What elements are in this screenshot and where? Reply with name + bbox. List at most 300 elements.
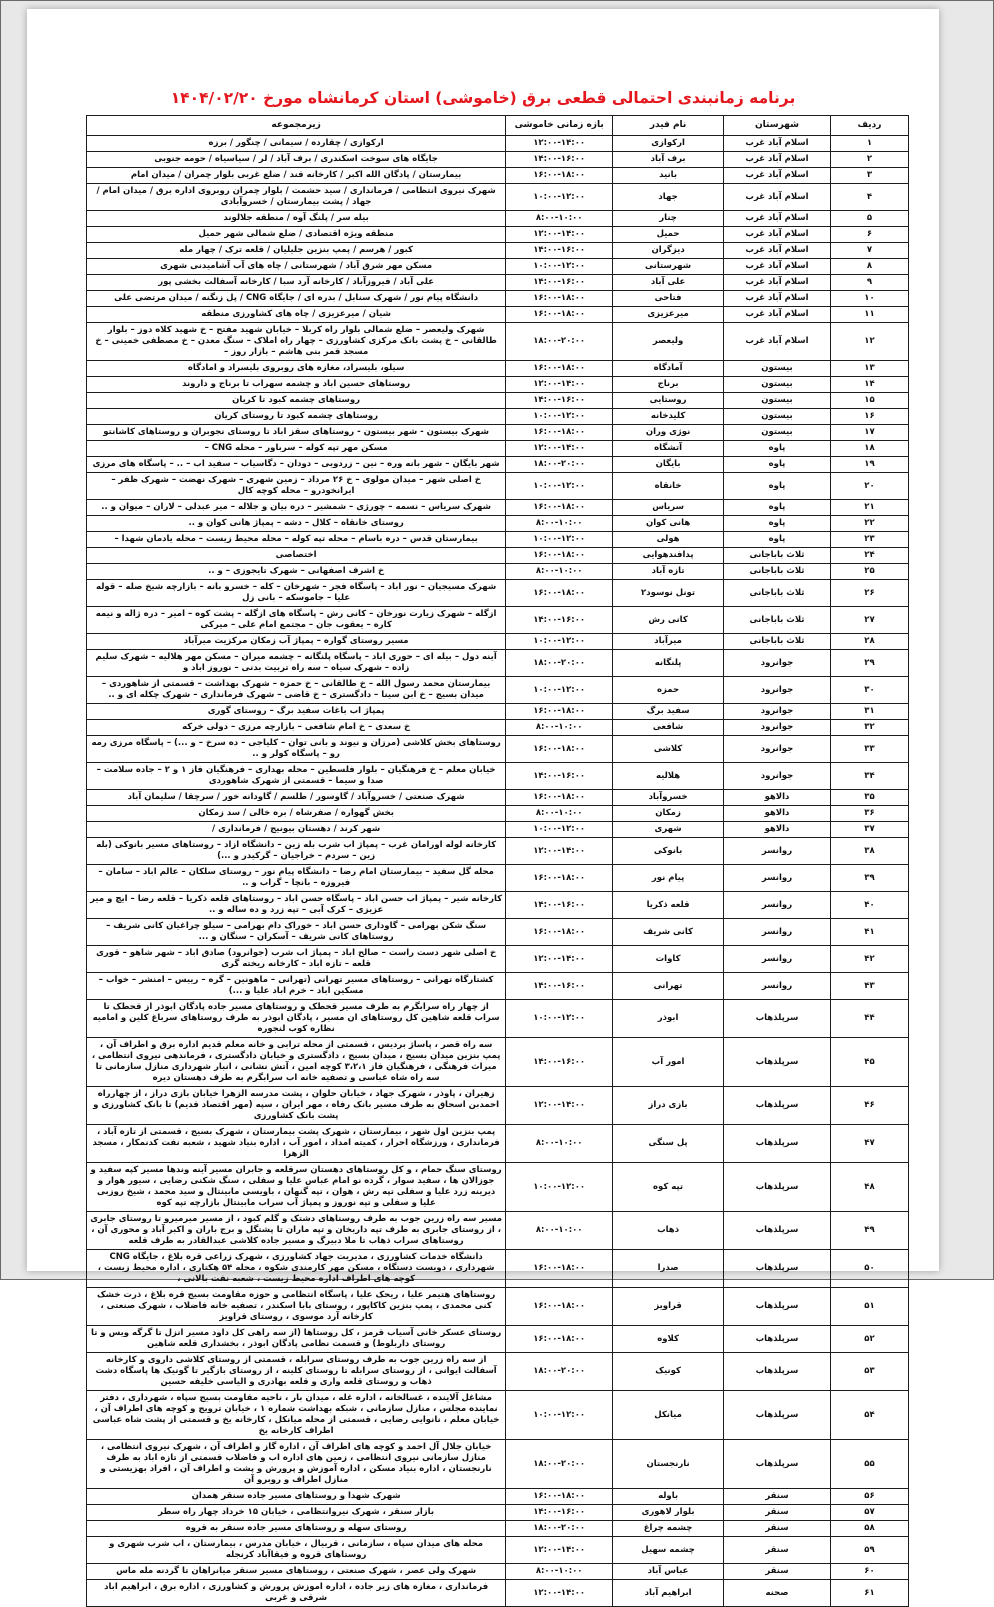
row-number-cell: ۴۹ (830, 1212, 908, 1250)
subset-cell: شهرک بیستون - شهر بیستون - روستاهای سقز اباد تا روستای نجوبران و روستاهای کاشانتو (87, 425, 506, 441)
table-row (87, 1505, 909, 1521)
county-cell: روانسر (724, 919, 831, 946)
feeder-cell: ارکوازی (613, 136, 724, 152)
row-number-cell: ۱۶ (830, 409, 908, 425)
subset-cell: روستاهای حسین اباد و چشمه سهراب تا برناج و داروند (87, 377, 506, 393)
table-row (87, 1489, 909, 1505)
outage-interval-cell: ۱۲:۰۰-۱۴:۰۰ (506, 1580, 613, 1607)
table-row (87, 1537, 909, 1564)
county-cell: اسلام آباد غرب (724, 323, 831, 361)
outage-interval-cell: ۱۸:۰۰-۲۰:۰۰ (506, 323, 613, 361)
county-cell: سرپلذهاب (724, 1038, 831, 1087)
subset-cell: دانشگاه خدمات کشاورزی ، مدیریت جهاد کشاورزی ، شهرک زراعی قره بلاغ ، جایگاه CNG شهرداری ، دویست دستگاه ، مسکن مهر کارمندی شکوه ، محله ۵۴ هکتاری ، اداره محیط زیست ، کوچه های اطراف اداره محیط زیست ، شعبه نفت بالانی ، (87, 1250, 506, 1288)
row-number-cell: ۱۸ (830, 441, 908, 457)
subset-cell: خ اصلی شهر دست راست – صالح اباد – پمپاژ اب شرب (جوانرود) صادق اباد – شهر شاهو – قوری قلعه – تازه اباد – کارخانه ریخته گری (87, 946, 506, 973)
row-number-cell: ۲۴ (830, 548, 908, 564)
county-cell: اسلام آباد غرب (724, 259, 831, 275)
row-number-cell: ۳۴ (830, 763, 908, 790)
table-row (87, 243, 909, 259)
feeder-cell: میرآباد (613, 634, 724, 650)
feeder-cell: کلاوه (613, 1326, 724, 1353)
county-cell: سنقر (724, 1489, 831, 1505)
row-number-cell: ۱۱ (830, 307, 908, 323)
table-row (87, 473, 909, 500)
row-number-cell: ۲۷ (830, 607, 908, 634)
table-row (87, 677, 909, 704)
table-row (87, 1212, 909, 1250)
feeder-cell: خسروآباد (613, 790, 724, 806)
row-number-cell: ۳۰ (830, 677, 908, 704)
feeder-cell: کاوات (613, 946, 724, 973)
table-row (87, 736, 909, 763)
outage-interval-cell: ۱۰:۰۰-۱۲:۰۰ (506, 822, 613, 838)
subset-cell: منطقه ویژه اقتصادی / ضلع شمالی شهر حمیل (87, 227, 506, 243)
row-number-cell: ۴۶ (830, 1087, 908, 1125)
subset-cell: روستاهای چشمه کبود تا روستای کریان (87, 409, 506, 425)
row-number-cell: ۲۹ (830, 650, 908, 677)
row-number-cell: ۵۲ (830, 1326, 908, 1353)
county-cell: اسلام آباد غرب (724, 307, 831, 323)
row-number-cell: ۱۹ (830, 457, 908, 473)
outage-interval-cell: ۱۰:۰۰-۱۲:۰۰ (506, 409, 613, 425)
feeder-cell: عباس آباد (613, 1564, 724, 1580)
table-row (87, 393, 909, 409)
row-number-cell: ۱۲ (830, 323, 908, 361)
row-number-cell: ۳۸ (830, 838, 908, 865)
table-row (87, 1163, 909, 1212)
county-cell: اسلام آباد غرب (724, 168, 831, 184)
county-cell: سرپلذهاب (724, 1087, 831, 1125)
county-cell: سرپلذهاب (724, 1250, 831, 1288)
feeder-cell: خانقاه (613, 473, 724, 500)
outage-interval-cell: ۱۴:۰۰-۱۶:۰۰ (506, 152, 613, 168)
feeder-cell: پیام نور (613, 865, 724, 892)
table-row (87, 275, 909, 291)
outage-interval-cell: ۱۶:۰۰-۱۸:۰۰ (506, 736, 613, 763)
outage-interval-cell: ۱۶:۰۰-۱۸:۰۰ (506, 919, 613, 946)
feeder-cell: صدرا (613, 1250, 724, 1288)
row-number-cell: ۲۸ (830, 634, 908, 650)
row-number-cell: ۶ (830, 227, 908, 243)
county-cell: سنقر (724, 1537, 831, 1564)
outage-interval-cell: ۱۶:۰۰-۱۸:۰۰ (506, 1250, 613, 1288)
subset-cell: بیمارستان محمد رسول الله – خ طالقانی – خ حمزه – شهرک بهداشت – قسمتی از شاهوردی – میدان بسیج – خ ابن سینا – دادگستری – خ قاضی – شهرک فرمانداری – شهرک چکله ای و .. (87, 677, 506, 704)
county-cell: سنقر (724, 1564, 831, 1580)
outage-interval-cell: ۱۴:۰۰-۱۶:۰۰ (506, 243, 613, 259)
column-header-subset: زیرمجموعه (87, 116, 506, 136)
row-number-cell: ۴۴ (830, 1000, 908, 1038)
table-row (87, 1125, 909, 1163)
column-header-row-number: ردیف (830, 116, 908, 136)
table-row (87, 500, 909, 516)
subset-cell: جایگاه های سوخت اسکندری / برف آباد / لر / سیاسیاه / حومه جنوبی (87, 152, 506, 168)
row-number-cell: ۴ (830, 184, 908, 211)
outage-interval-cell: ۱۸:۰۰-۲۰:۰۰ (506, 1353, 613, 1391)
subset-cell: دانشگاه پیام نور / شهرک سنابل / بدره ای / جایگاه CNG / پل زنگنه / میدان مرتضی علی (87, 291, 506, 307)
row-number-cell: ۵۴ (830, 1391, 908, 1440)
table-row (87, 1391, 909, 1440)
county-cell: پاوه (724, 500, 831, 516)
row-number-cell: ۴۸ (830, 1163, 908, 1212)
county-cell: سرپلذهاب (724, 1212, 831, 1250)
subset-cell: بازار سنقر ، شهرک نیروانتظامی ، خیابان ۱۵ خرداد چهار راه سطر (87, 1505, 506, 1521)
table-row (87, 211, 909, 227)
subset-cell: کارخانه لوله اورامان غرب – پمپاژ اب شرب بله زین – دانشگاه ازاد – روستاهای مسیر بانوکی (بله زین – سردم – خراجیان – گرکیدر و ...) (87, 838, 506, 865)
county-cell: بیستون (724, 393, 831, 409)
table-row (87, 1000, 909, 1038)
outage-interval-cell: ۱۶:۰۰-۱۸:۰۰ (506, 580, 613, 607)
feeder-cell: قراویز (613, 1288, 724, 1326)
feeder-cell: روستایی (613, 393, 724, 409)
county-cell: اسلام آباد غرب (724, 136, 831, 152)
row-number-cell: ۶۱ (830, 1580, 908, 1607)
subset-cell: روستای خانقاه – کلال – دشه – پمپاژ هانی کوان و .. (87, 516, 506, 532)
feeder-cell: امور آب (613, 1038, 724, 1087)
table-row (87, 1440, 909, 1489)
subset-cell: روستای سنگ حمام ، و کل روستاهای دهستان سرقلعه و جابران مسیر آینه وندها مسیر کپه سفید و جوزالان ها ، سفید سوار ، گرده نو امام عباس علیا و سفلی ، سنگ شکنی رضایی ، سیور هوار و دیرینه زرد علیا و سفلی تپه رش ، هوان ، تپه گنهان ، باویسی مابینتال و سید محمد ، شیخ روزبی علیا و سفلی و تپه نوروز و پمپاژ آب سراب مابینتال بازارچه تپه کوه (87, 1163, 506, 1212)
feeder-cell: بلوار لاهوری (613, 1505, 724, 1521)
outage-interval-cell: ۱۶:۰۰-۱۸:۰۰ (506, 1288, 613, 1326)
feeder-cell: شهرستانی (613, 259, 724, 275)
subset-cell: اختصاصی (87, 548, 506, 564)
feeder-cell: بازی دراز (613, 1087, 724, 1125)
table-row (87, 548, 909, 564)
outage-interval-cell: ۱۶:۰۰-۱۸:۰۰ (506, 500, 613, 516)
table-row (87, 946, 909, 973)
feeder-cell: شافعی (613, 720, 724, 736)
outage-interval-cell: ۸:۰۰-۱۰:۰۰ (506, 1564, 613, 1580)
row-number-cell: ۴۷ (830, 1125, 908, 1163)
row-number-cell: ۳۷ (830, 822, 908, 838)
table-row (87, 227, 909, 243)
subset-cell: سیلو، بلیسراد، مغازه های روبروی بلیسراد و امادگاه (87, 361, 506, 377)
county-cell: دالاهو (724, 790, 831, 806)
table-row (87, 865, 909, 892)
feeder-cell: آمادگاه (613, 361, 724, 377)
subset-cell: کبور / هرسم / پمپ بنزین جلیلیان / قلعه ترک / چهار مله (87, 243, 506, 259)
county-cell: اسلام آباد غرب (724, 291, 831, 307)
feeder-cell: ابوذر (613, 1000, 724, 1038)
outage-interval-cell: ۸:۰۰-۱۰:۰۰ (506, 564, 613, 580)
feeder-cell: نارنجستان (613, 1440, 724, 1489)
outage-interval-cell: ۱۴:۰۰-۱۶:۰۰ (506, 892, 613, 919)
feeder-cell: تهرانی (613, 973, 724, 1000)
subset-cell: ازگله – شهرک زیارت نورخان – کانی رش – پاسگاه های ازگله – پشت کوه – امیر – دره ژاله و نیمه کاره – یعقوب جان – مجتمع امام علی – میرکی (87, 607, 506, 634)
table-row (87, 168, 909, 184)
outage-interval-cell: ۱۸:۰۰-۲۰:۰۰ (506, 1440, 613, 1489)
table-header-row (87, 116, 909, 136)
outage-interval-cell: ۱۲:۰۰-۱۴:۰۰ (506, 136, 613, 152)
feeder-cell: بانوکی (613, 838, 724, 865)
feeder-cell: ابراهیم آباد (613, 1580, 724, 1607)
row-number-cell: ۵۰ (830, 1250, 908, 1288)
subset-cell: خ اصلی شهر – میدان مولوی – خ ۲۶ مرداد – زمین شهری – شهرک نهضت – شهرک ظفر – ایرانخودرو – محله کوچه کال (87, 473, 506, 500)
feeder-cell: سفید برگ (613, 704, 724, 720)
outage-interval-cell: ۱۲:۰۰-۱۴:۰۰ (506, 1087, 613, 1125)
row-number-cell: ۳۱ (830, 704, 908, 720)
outage-interval-cell: ۸:۰۰-۱۰:۰۰ (506, 211, 613, 227)
feeder-cell: تپه کوه (613, 1163, 724, 1212)
feeder-cell: کلیدخانه (613, 409, 724, 425)
row-number-cell: ۵۶ (830, 1489, 908, 1505)
document-page (27, 9, 939, 1603)
subset-cell: شهرک ولی عصر ، شهرک صنعتی ، روستاهای مسیر سنقر میانراهان تا گردنه مله ماس (87, 1564, 506, 1580)
county-cell: جوانرود (724, 704, 831, 720)
table-row (87, 704, 909, 720)
outage-interval-cell: ۱۶:۰۰-۱۸:۰۰ (506, 361, 613, 377)
row-number-cell: ۴۱ (830, 919, 908, 946)
outage-interval-cell: ۱۲:۰۰-۱۴:۰۰ (506, 441, 613, 457)
outage-interval-cell: ۸:۰۰-۱۰:۰۰ (506, 720, 613, 736)
table-row (87, 136, 909, 152)
county-cell: سرپلذهاب (724, 1125, 831, 1163)
county-cell: بیستون (724, 377, 831, 393)
table-row (87, 634, 909, 650)
table-row (87, 1353, 909, 1391)
row-number-cell: ۳ (830, 168, 908, 184)
column-header-feeder: نام فیدر (613, 116, 724, 136)
row-number-cell: ۴۲ (830, 946, 908, 973)
table-row (87, 1580, 909, 1607)
outage-schedule-table (86, 115, 909, 1607)
feeder-cell: چشمه چراغ (613, 1521, 724, 1537)
feeder-cell: جهاد (613, 184, 724, 211)
row-number-cell: ۲۵ (830, 564, 908, 580)
feeder-cell: چنار (613, 211, 724, 227)
table-row (87, 763, 909, 790)
outage-interval-cell: ۱۸:۰۰-۲۰:۰۰ (506, 1521, 613, 1537)
feeder-cell: تازه آباد (613, 564, 724, 580)
row-number-cell: ۲۳ (830, 532, 908, 548)
subset-cell: شهرک ولیعصر – ضلع شمالی بلوار راه کربلا – خیابان شهید مفتح – خ شهید کلاه دوز – بلوار طالقانی – خ پشت بانک مرکزی کشاورزی – چهار راه املاک – سنگ معدن – خ مصطفی خمینی – خ مسجد قمر بنی هاشم – بازار روز – (87, 323, 506, 361)
table-row (87, 409, 909, 425)
subset-cell: فرمانداری ، مغازه های زیر جاده ، اداره اموزش پرورش و کشاورزی ، اداره برق ، ابراهیم اباد شرقی و غربی (87, 1580, 506, 1607)
schedule-table-body (87, 136, 909, 1607)
column-header-county: شهرستان (724, 116, 831, 136)
row-number-cell: ۳۲ (830, 720, 908, 736)
row-number-cell: ۵۷ (830, 1505, 908, 1521)
county-cell: سنقر (724, 1505, 831, 1521)
county-cell: جوانرود (724, 720, 831, 736)
column-header-outage-interval: بازه زمانی خاموشی (506, 116, 613, 136)
subset-cell: شهرک نیروی انتظامی / فرمانداری / سید حشمت / بلوار چمران روبروی اداره برق / میدان امام / جهاد / پشت بیمارستان / خسروآبادی (87, 184, 506, 211)
outage-interval-cell: ۱۰:۰۰-۱۲:۰۰ (506, 532, 613, 548)
subset-cell: کارخانه شیر – پمپاژ اب حسن اباد – پاسگاه حسن اباد – روستاهای قلعه ذکریا – قلعه رضا – ایچ و میر عزیزی – کرک آبی – تپه زرد و ده ساله و .. (87, 892, 506, 919)
feeder-cell: ولیعصر (613, 323, 724, 361)
feeder-cell: بانید (613, 168, 724, 184)
county-cell: جوانرود (724, 677, 831, 704)
outage-interval-cell: ۱۲:۰۰-۱۴:۰۰ (506, 1537, 613, 1564)
outage-interval-cell: ۱۶:۰۰-۱۸:۰۰ (506, 307, 613, 323)
table-row (87, 720, 909, 736)
subset-cell: شهرک مسیجیان – نور اباد – پاسگاه فجر – شهرخان – کله – خسرو بانه – بازارچه شیخ صله – قوله علیا – جاموسکه – بانی زل (87, 580, 506, 607)
table-row (87, 361, 909, 377)
feeder-cell: چشمه سهیل (613, 1537, 724, 1564)
row-number-cell: ۵۹ (830, 1537, 908, 1564)
subset-cell: از سه راه زرین جوب به طرف روستای سرابله ، قسمتی از روستای کلاشی داروی و کارخانه آسفالت ایوانی ، از روستای سرابله تا روستای کلینه ، از روستای بازگیر تا گونیک ها پاسگاه دشت ذهاب و روستای قلعه واری و قلعه بهادری و الیاسی خلیفه حسین (87, 1353, 506, 1391)
county-cell: پاوه (724, 532, 831, 548)
county-cell: ثلاث باباجانی (724, 607, 831, 634)
feeder-cell: قلعه ذکریا (613, 892, 724, 919)
feeder-cell: پدافندهوایی (613, 548, 724, 564)
table-row (87, 580, 909, 607)
row-number-cell: ۳۳ (830, 736, 908, 763)
table-row (87, 1326, 909, 1353)
row-number-cell: ۳۶ (830, 806, 908, 822)
county-cell: پاوه (724, 516, 831, 532)
outage-interval-cell: ۱۶:۰۰-۱۸:۰۰ (506, 1326, 613, 1353)
row-number-cell: ۳۵ (830, 790, 908, 806)
table-row (87, 1288, 909, 1326)
subset-cell: ارکوازی / چقارده / سیمانی / چنگور / برزه (87, 136, 506, 152)
subset-cell: روستاهای چشمه کبود تا کریان (87, 393, 506, 409)
subset-cell: از چهار راه سرابگرم به طرف مسیر قحطک و روستاهای مسیر جاده پادگان ابوذر از قحطک تا سراب قلعه شاهین کل روستاهای ان مسیر ، پادگان ابوذر به طرف روستاهای سرباغ کلین و امامیه نظاره کوب لنجوره (87, 1000, 506, 1038)
outage-interval-cell: ۱۶:۰۰-۱۸:۰۰ (506, 790, 613, 806)
feeder-cell: بایگان (613, 457, 724, 473)
feeder-cell: هلالیه (613, 763, 724, 790)
feeder-cell: برناج (613, 377, 724, 393)
table-row (87, 425, 909, 441)
subset-cell: پمپ بنزین اول شهر ، بیمارستان ، شهرک پشت بیمارستان ، شهرک بسیج ، قسمتی از تازه آباد ، فرمانداری ، ورزشگاه احرار ، کمیته امداد ، امور آب ، اداره بنیاد شهید ، شعبه نفت کدنمکار ، مسجد الزهرا (87, 1125, 506, 1163)
county-cell: جوانرود (724, 763, 831, 790)
subset-cell: خ سعدی – خ امام شافعی – بازارچه مرزی – دولی خرکه (87, 720, 506, 736)
table-row (87, 457, 909, 473)
outage-interval-cell: ۱۴:۰۰-۱۶:۰۰ (506, 973, 613, 1000)
table-row (87, 291, 909, 307)
feeder-cell: دیزگران (613, 243, 724, 259)
subset-cell: شهر کرند / دهستان بیونیج / فرمانداری / (87, 822, 506, 838)
county-cell: پاوه (724, 473, 831, 500)
row-number-cell: ۲۲ (830, 516, 908, 532)
subset-cell: مشاغل آلاینده ، غسالخانه ، اداره غله ، میدان بار ، ناحیه مقاومت بسیج سپاه ، شهرداری ، دفتر نماینده مجلس ، منازل سازمانی ، شبکه بهداشت شماره ۱ ، خیابان ترویج و کوچه های اطراف آن ، خیابان معلم ، نانوایی رضایی ، قسمتی از محله میانکل ، کارخانه یخ و قسمتی از پشت شاه عباسی اطراف کارخانه یخ (87, 1391, 506, 1440)
feeder-cell: آتشگاه (613, 441, 724, 457)
subset-cell: مسیر سه راه زرین جوب به طرف روستاهای دشتک و گلم کبود ، از مسیر میرمیرو تا روستای جابری ، از روستای جابری به طرف تپه داربخان و تپه ماران تا پشتگل و برج باران و اکبر آباد و محوری آن ، روستاهای سراب ذهاب تا ملا دبیرگ و مسیر جاده کلاشی عبدالقادر به طرف قلعه (87, 1212, 506, 1250)
outage-interval-cell: ۱۴:۰۰-۱۶:۰۰ (506, 1038, 613, 1087)
subset-cell: پمپاژ اب باغات سفید برگ – روستای گوری (87, 704, 506, 720)
outage-interval-cell: ۱۶:۰۰-۱۸:۰۰ (506, 425, 613, 441)
feeder-cell: کانی رش (613, 607, 724, 634)
outage-interval-cell: ۱۰:۰۰-۱۲:۰۰ (506, 677, 613, 704)
outage-interval-cell: ۱۰:۰۰-۱۲:۰۰ (506, 634, 613, 650)
feeder-cell: نوژی وران (613, 425, 724, 441)
county-cell: ثلاث باباجانی (724, 634, 831, 650)
row-number-cell: ۳۹ (830, 865, 908, 892)
row-number-cell: ۵۵ (830, 1440, 908, 1489)
outage-interval-cell: ۸:۰۰-۱۰:۰۰ (506, 1125, 613, 1163)
row-number-cell: ۴۰ (830, 892, 908, 919)
county-cell: اسلام آباد غرب (724, 184, 831, 211)
row-number-cell: ۱۵ (830, 393, 908, 409)
subset-cell: شیان / میرعزیزی / چاه های کشاورزی منطقه (87, 307, 506, 323)
table-row (87, 516, 909, 532)
county-cell: بیستون (724, 361, 831, 377)
outage-interval-cell: ۱۶:۰۰-۱۸:۰۰ (506, 168, 613, 184)
county-cell: جوانرود (724, 736, 831, 763)
row-number-cell: ۱۰ (830, 291, 908, 307)
outage-interval-cell: ۱۰:۰۰-۱۲:۰۰ (506, 1163, 613, 1212)
feeder-cell: پل سنگی (613, 1125, 724, 1163)
subset-cell: شهر بایگان – شهر بانه وره – نین – زردویی – دودان – دگاسیاب – سفید اب – .. – پاسگاه های مرزی (87, 457, 506, 473)
outage-interval-cell: ۱۰:۰۰-۱۲:۰۰ (506, 259, 613, 275)
subset-cell: کشتارگاه تهرانی – روستاهای مسیر تهرانی (تهرانی – ماهونین – گره – رییس – امنشر – خواب – مسکین اباد – خرم اباد علیا و ...) (87, 973, 506, 1000)
county-cell: اسلام آباد غرب (724, 243, 831, 259)
feeder-cell: باوله (613, 1489, 724, 1505)
county-cell: سرپلذهاب (724, 1000, 831, 1038)
outage-interval-cell: ۱۲:۰۰-۱۴:۰۰ (506, 227, 613, 243)
table-row (87, 973, 909, 1000)
subset-cell: روستاهای هتیمر علیا ، ریحک علیا ، پاسگاه انتظامی و حوزه مقاومت بسیج قره بلاغ ، ذرت خشک کنی محمدی ، پمپ بنزین کاکاپور ، روستای بابا اسکندر ، تصفیه خانه فاضلاب ، شهرک صنعتی ، کارخانه آرد موسوی ، روستای قراویز (87, 1288, 506, 1326)
subset-cell: زهیران ، پاوذر ، شهرک جهاد ، خیابان حلوان ، پشت مدرسه الزهرا خیابان بازی دراز ، از چهارراه احمدبن اسحاق به طرف مسیر بانک رفاه ، مهر ایران ، سپه (مهر اقتصاد قدیم) تا بانک کشاورزی و پشت بانک کشاورزی (87, 1087, 506, 1125)
subset-cell: مسکن مهر شرق آباد / شهرستانی / چاه های آب آشامیدنی شهری (87, 259, 506, 275)
table-row (87, 1087, 909, 1125)
table-row (87, 838, 909, 865)
table-row (87, 259, 909, 275)
feeder-cell: ذهاب (613, 1212, 724, 1250)
feeder-cell: کلاشی (613, 736, 724, 763)
county-cell: روانسر (724, 892, 831, 919)
county-cell: روانسر (724, 946, 831, 973)
row-number-cell: ۴۵ (830, 1038, 908, 1087)
table-row (87, 532, 909, 548)
row-number-cell: ۲۰ (830, 473, 908, 500)
feeder-cell: فتاحی (613, 291, 724, 307)
county-cell: سرپلذهاب (724, 1353, 831, 1391)
row-number-cell: ۱۳ (830, 361, 908, 377)
table-row (87, 892, 909, 919)
feeder-cell: کونیک (613, 1353, 724, 1391)
row-number-cell: ۲۶ (830, 580, 908, 607)
county-cell: بیستون (724, 425, 831, 441)
outage-interval-cell: ۱۶:۰۰-۱۸:۰۰ (506, 548, 613, 564)
row-number-cell: ۶۰ (830, 1564, 908, 1580)
subset-cell: بیله سر / پلنگ آوه / منطقه جلالوند (87, 211, 506, 227)
county-cell: بیستون (724, 409, 831, 425)
county-cell: دالاهو (724, 822, 831, 838)
row-number-cell: ۲ (830, 152, 908, 168)
subset-cell: شهرک صنعتی / خسروآباد / گاوسور / طلسم / گاودانه خور / سرچقا / سلیمان آباد (87, 790, 506, 806)
outage-interval-cell: ۱۶:۰۰-۱۸:۰۰ (506, 704, 613, 720)
subset-cell: خیابان معلم – خ فرهنگیان – بلوار فلسطین – محله بهداری – فرهنگیان فاز ۱ و ۲ – جاده سلامت – صدا و سیما – قسمتی از شهرک شاهوردی (87, 763, 506, 790)
subset-cell: خیابان جلال آل احمد و کوچه های اطراف آن ، اداره گاز و اطراف آن ، شهرک نیروی انتظامی ، منازل سازمانی نیروی انتظامی ، زمین های اداره اب و فاضلاب قسمتی از تازه اباد به طرف نارنجستان ، اداره بنیاد مسکن ، اداره آموزش و پرورش و پشت و اطراف آن ، افراد بهزیستی و منازل اطراف و روبرو آن (87, 1440, 506, 1489)
county-cell: ثلاث باباجانی (724, 580, 831, 607)
county-cell: سرپلذهاب (724, 1391, 831, 1440)
subset-cell: شهرک سریاس – نسمه – چورژی – شمشیر – دره بیان و جلاله – میر عبدلی – لاران – میوان و .. (87, 500, 506, 516)
table-row (87, 1564, 909, 1580)
feeder-cell: حمیل (613, 227, 724, 243)
subset-cell: سه راه قصر ، پاساژ بردیس ، قسمتی از محله ترابی و خانه معلم قدیم اداره برق و اطراف آن ، پمپ بنزین میدان بسیج ، میدان بسیج ، دادگستری و خیابان دادگستری ، فرماندهی نیروی انتظامی ، میراث فرهنگی ، فرهنگیان فاز ۳،۲،۱ کوچه امین ، آتش نشانی ، انبار شهرداری منازل سازمانی تا سه راه شاه عباسی و تصفیه خانه اب سرابگرم به طرف دهستان دیره (87, 1038, 506, 1087)
row-number-cell: ۵۳ (830, 1353, 908, 1391)
row-number-cell: ۲۱ (830, 500, 908, 516)
county-cell: دالاهو (724, 806, 831, 822)
feeder-cell: میانکل (613, 1391, 724, 1440)
outage-interval-cell: ۸:۰۰-۱۰:۰۰ (506, 1212, 613, 1250)
county-cell: سرپلذهاب (724, 1440, 831, 1489)
page-title: برنامه زمانبندی احتمالی قطعی برق (خاموشی) استان کرمانشاه مورخ ۱۴۰۴/۰۲/۲۰ (170, 89, 796, 107)
row-number-cell: ۵۸ (830, 1521, 908, 1537)
outage-interval-cell: ۱۲:۰۰-۱۴:۰۰ (506, 946, 613, 973)
table-row (87, 607, 909, 634)
row-number-cell: ۴۳ (830, 973, 908, 1000)
outage-interval-cell: ۱۴:۰۰-۱۶:۰۰ (506, 275, 613, 291)
subset-cell: سنگ شکن بهرامی – گاوداری حسن اباد – خوراک دام بهرامی – سیلو چراغیان کانی شریف – روستاهای کانی شریف – آسکران – سنگان و ... (87, 919, 506, 946)
county-cell: اسلام آباد غرب (724, 211, 831, 227)
outage-interval-cell: ۱۴:۰۰-۱۶:۰۰ (506, 1505, 613, 1521)
subset-cell: خ اشرف اصفهانی – شهرک تایجوزی – و .. (87, 564, 506, 580)
outage-interval-cell: ۱۲:۰۰-۱۴:۰۰ (506, 838, 613, 865)
table-row (87, 441, 909, 457)
table-row (87, 152, 909, 168)
feeder-cell: برف آباد (613, 152, 724, 168)
